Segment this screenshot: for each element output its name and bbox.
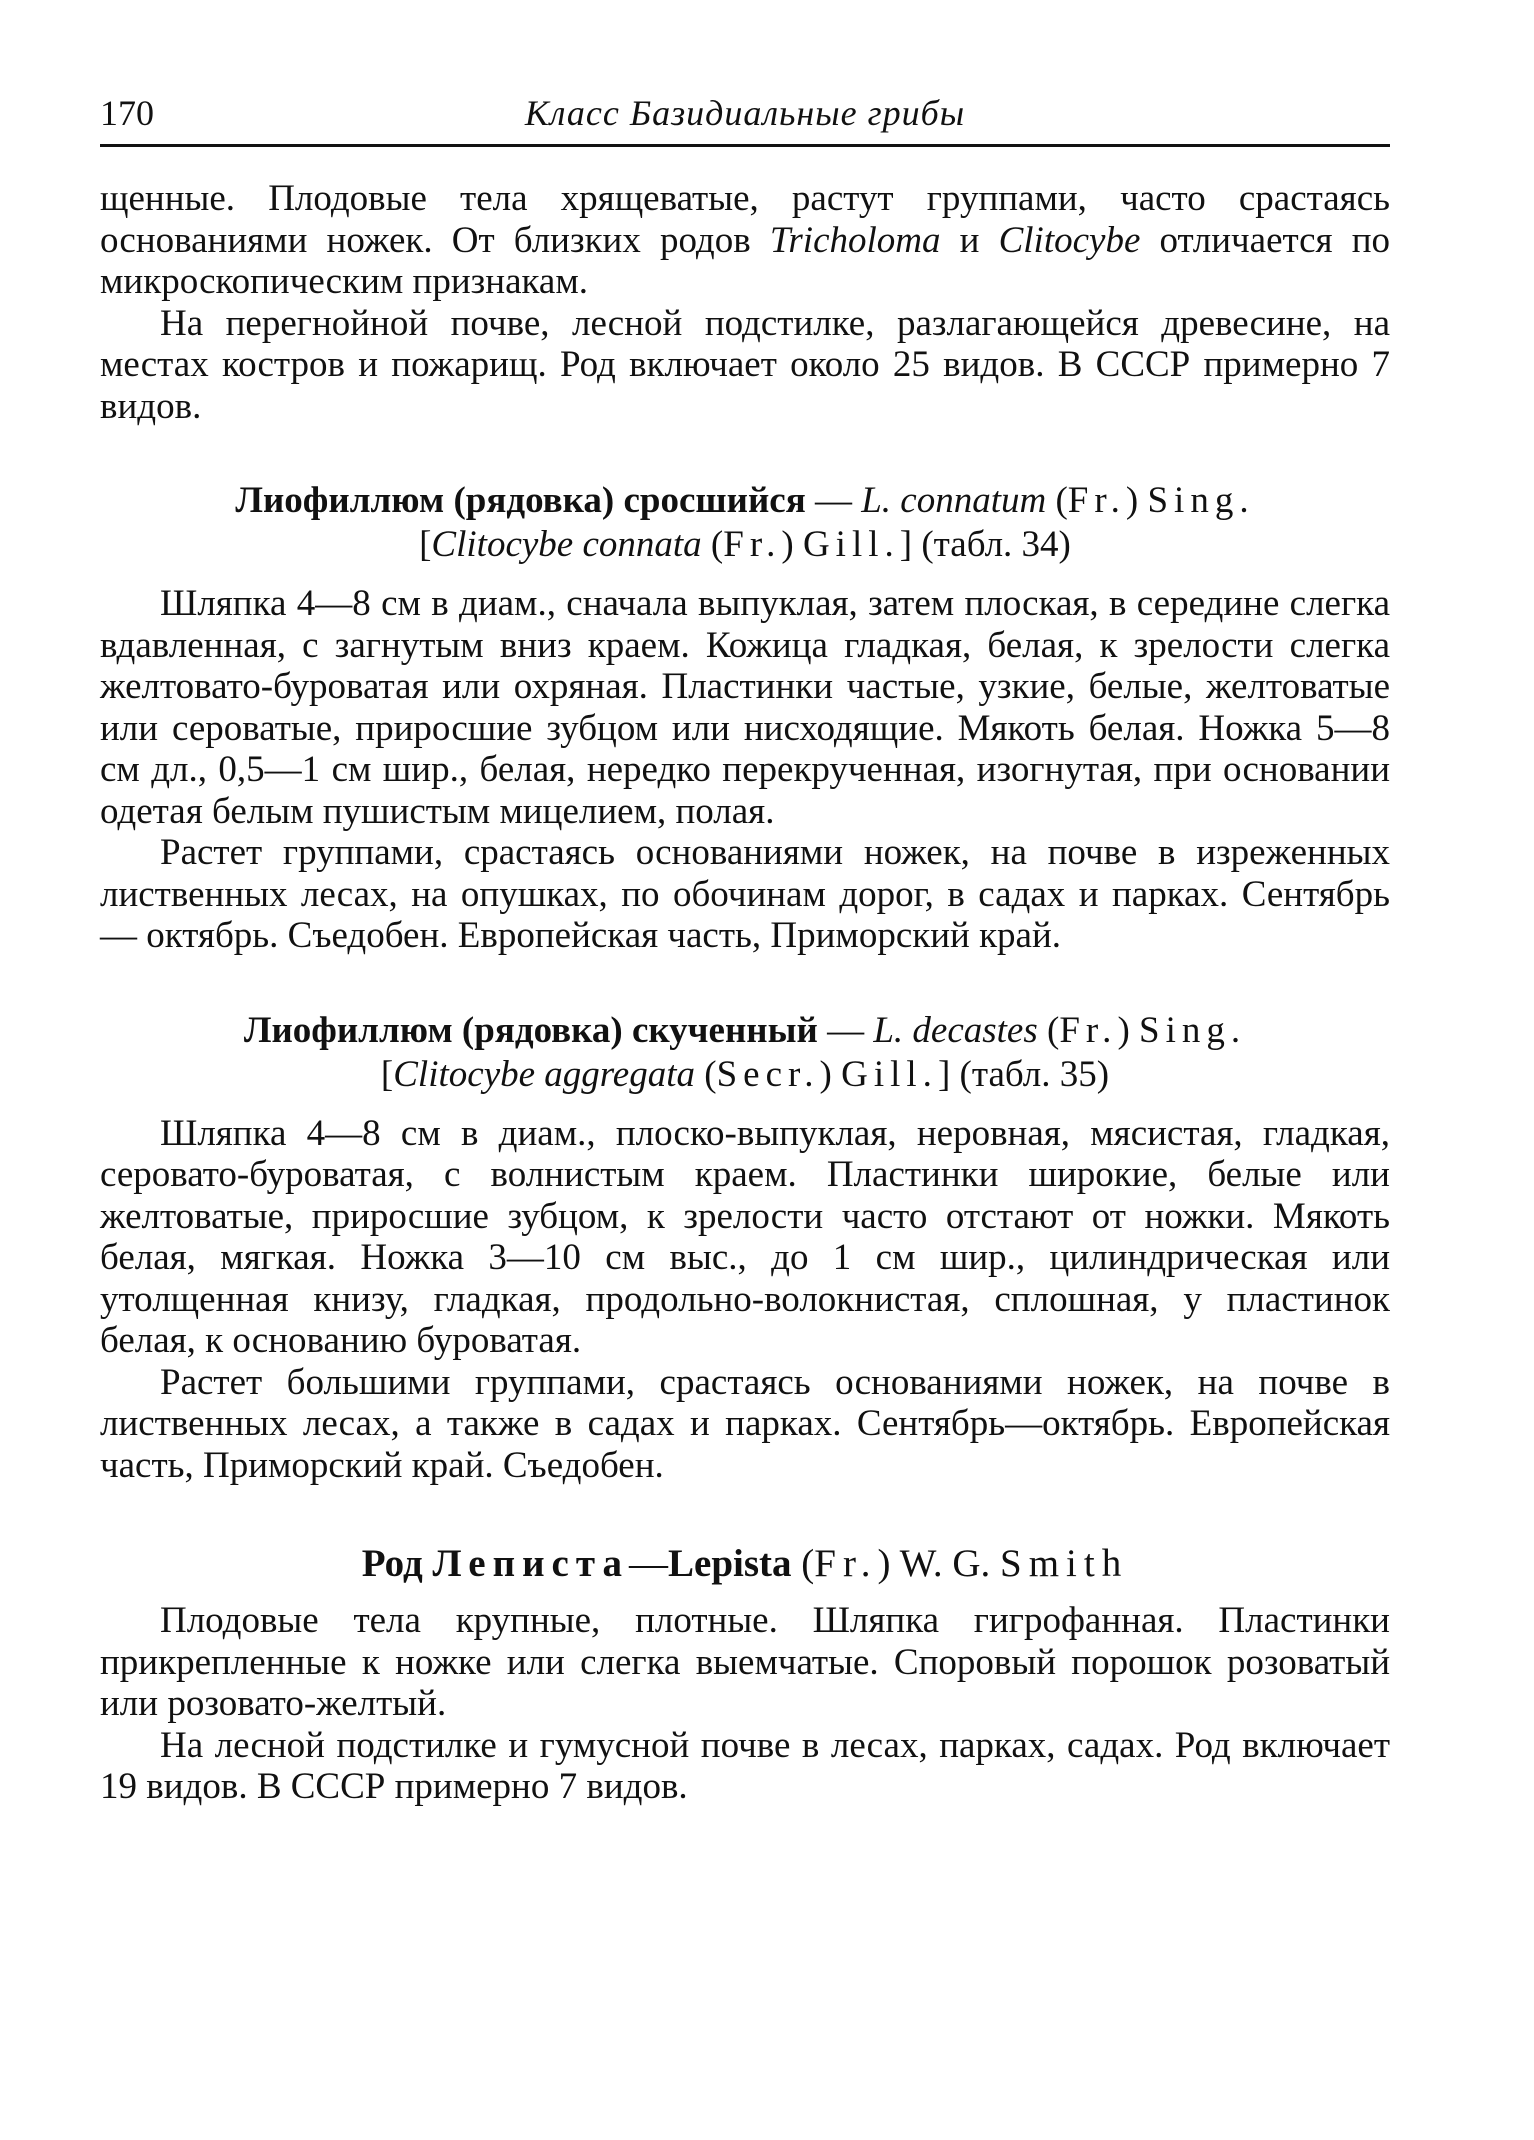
- intro-paragraph-2: На перегнойной почве, лесной подстилке, разлагающейся древесине, на местах костров и пожарищ. Род включает около 25 видов. В СССР примерно 7 видов.: [100, 302, 1390, 427]
- species-habitat: Растет большими группами, срастаясь основаниями ножек, на почве в лиственных лесах, а также в садах и парках. Сентябрь—октябрь. Европейская часть, Приморский край. Съедобен.: [100, 1361, 1390, 1486]
- genus-tricholoma: Tricholoma: [769, 219, 941, 261]
- species-description: Шляпка 4—8 см в диам., плоско-выпуклая, неровная, мясистая, гладкая, серовато-буроватая, с волнистым краем. Пластинки широкие, белые или желтоватые, приросшие зубцом, к зрелости часто отстают от ножки. Мякоть белая, мягкая. Ножка 3—10 см выс., до 1 см шир., цилиндрическая или утолщенная книзу, гладкая, продольно-волокнистая, сплошная, у пластинок белая, к основанию буроватая.: [100, 1112, 1390, 1361]
- species-author: Fr.: [1059, 1009, 1118, 1051]
- synonym-author: Fr.: [723, 524, 782, 565]
- synonym-author: Secr.: [716, 1053, 820, 1095]
- genus-name-latin: Lepista: [668, 1542, 792, 1585]
- species-latin: L. connatum: [861, 480, 1047, 521]
- paren: (: [1046, 480, 1068, 521]
- bracket: [: [419, 524, 432, 565]
- genus-author: Smith: [1000, 1542, 1129, 1585]
- intro-text: щенные. Плодовые тела хрящеватые, растут группами, часто срастаясь основаниями ножек. От близких родов: [100, 178, 1390, 261]
- genus-heading-lepista: [100, 1542, 1390, 1586]
- species-author: Fr.: [1067, 480, 1126, 521]
- species-habitat: Растет группами, срастаясь основаниями ножек, на почве в изреженных лиственных лесах, на опушках, по обочинам дорог, в садах и парках. Сентябрь — октябрь. Съедобен. Европейская часть, Приморский край.: [100, 832, 1390, 956]
- paren: ): [781, 524, 803, 565]
- species-name: Лиофиллюм (рядовка) скученный: [243, 1009, 818, 1051]
- genus-author-initials: W. G.: [899, 1542, 991, 1585]
- synonym-author: Gill.: [841, 1053, 938, 1095]
- bracket: ]: [937, 1053, 951, 1095]
- bracket: ]: [899, 524, 913, 565]
- paren: ): [1125, 480, 1148, 521]
- species-description: Шляпка 4—8 см в диам., сначала выпуклая, затем плоская, в середине слегка вдавленная, с загнутым вниз краем. Кожица гладкая, белая, к зрелости слегка желтовато-буроватая или охряная. Пластинки частые, узкие, белые, желтоватые или сероватые, приросшие зубцом или нисходящие. Мякоть белая. Ножка 5—8 см дл., 0,5—1 см шир., белая, нередко перекрученная, изогнутая, при основании одетая белым пушистым мицелием, полая.: [100, 583, 1390, 832]
- paren: (: [791, 1542, 815, 1585]
- paren: ): [819, 1053, 842, 1095]
- species-synonym-line: [100, 523, 1390, 567]
- species-latin: L. decastes: [873, 1009, 1038, 1051]
- intro-paragraph-1: [100, 178, 1390, 303]
- genus-rod: Род: [361, 1542, 423, 1585]
- plate-reference: (табл. 35): [950, 1053, 1110, 1095]
- species-title-line: [100, 1009, 1390, 1053]
- paren: (: [695, 1053, 717, 1095]
- running-head: [100, 92, 1390, 144]
- bracket: [: [380, 1053, 394, 1095]
- running-head-title: Класс Базидиальные грибы: [524, 93, 966, 133]
- species-name: Лиофиллюм (рядовка) сросшийся: [235, 480, 806, 521]
- genus-name-ru: Леписта: [432, 1542, 629, 1585]
- intro-text-end: отличается по микроскопическим признакам.: [100, 219, 1390, 302]
- genus-author: Fr.: [814, 1542, 878, 1585]
- plate-reference: (табл. 34): [912, 524, 1071, 565]
- synonym-author: Gill.: [802, 524, 900, 565]
- dash: —: [817, 1009, 874, 1051]
- species-synonym-line: [100, 1053, 1390, 1097]
- body-text: [100, 178, 1390, 1808]
- genus-clitocybe: Clitocybe: [998, 219, 1141, 261]
- paren: (: [701, 524, 724, 565]
- paren: ): [1117, 1009, 1140, 1051]
- page-number: 170: [100, 93, 154, 133]
- dash: —: [629, 1542, 668, 1585]
- conjunction: и: [940, 219, 999, 261]
- dash: —: [805, 480, 862, 521]
- species-heading-decastes: [100, 1009, 1390, 1097]
- genus-habitat: На лесной подстилке и гумусной почве в лесах, парках, садах. Род включает 19 видов. В СССР примерно 7 видов.: [100, 1724, 1390, 1807]
- paren: ): [877, 1542, 900, 1585]
- paren: (: [1037, 1009, 1060, 1051]
- species-title-line: [100, 479, 1390, 523]
- species-heading-connatum: [100, 479, 1390, 567]
- synonym-latin: Clitocybe connata: [431, 524, 702, 565]
- header-rule: [100, 144, 1390, 147]
- species-author: Sing.: [1147, 480, 1255, 521]
- species-author: Sing.: [1139, 1009, 1247, 1051]
- genus-description: Плодовые тела крупные, плотные. Шляпка гигрофанная. Пластинки прикрепленные к ножке или слегка выемчатые. Споровый порошок розоватый или розовато-желтый.: [100, 1600, 1390, 1724]
- synonym-latin: Clitocybe aggregata: [393, 1053, 696, 1095]
